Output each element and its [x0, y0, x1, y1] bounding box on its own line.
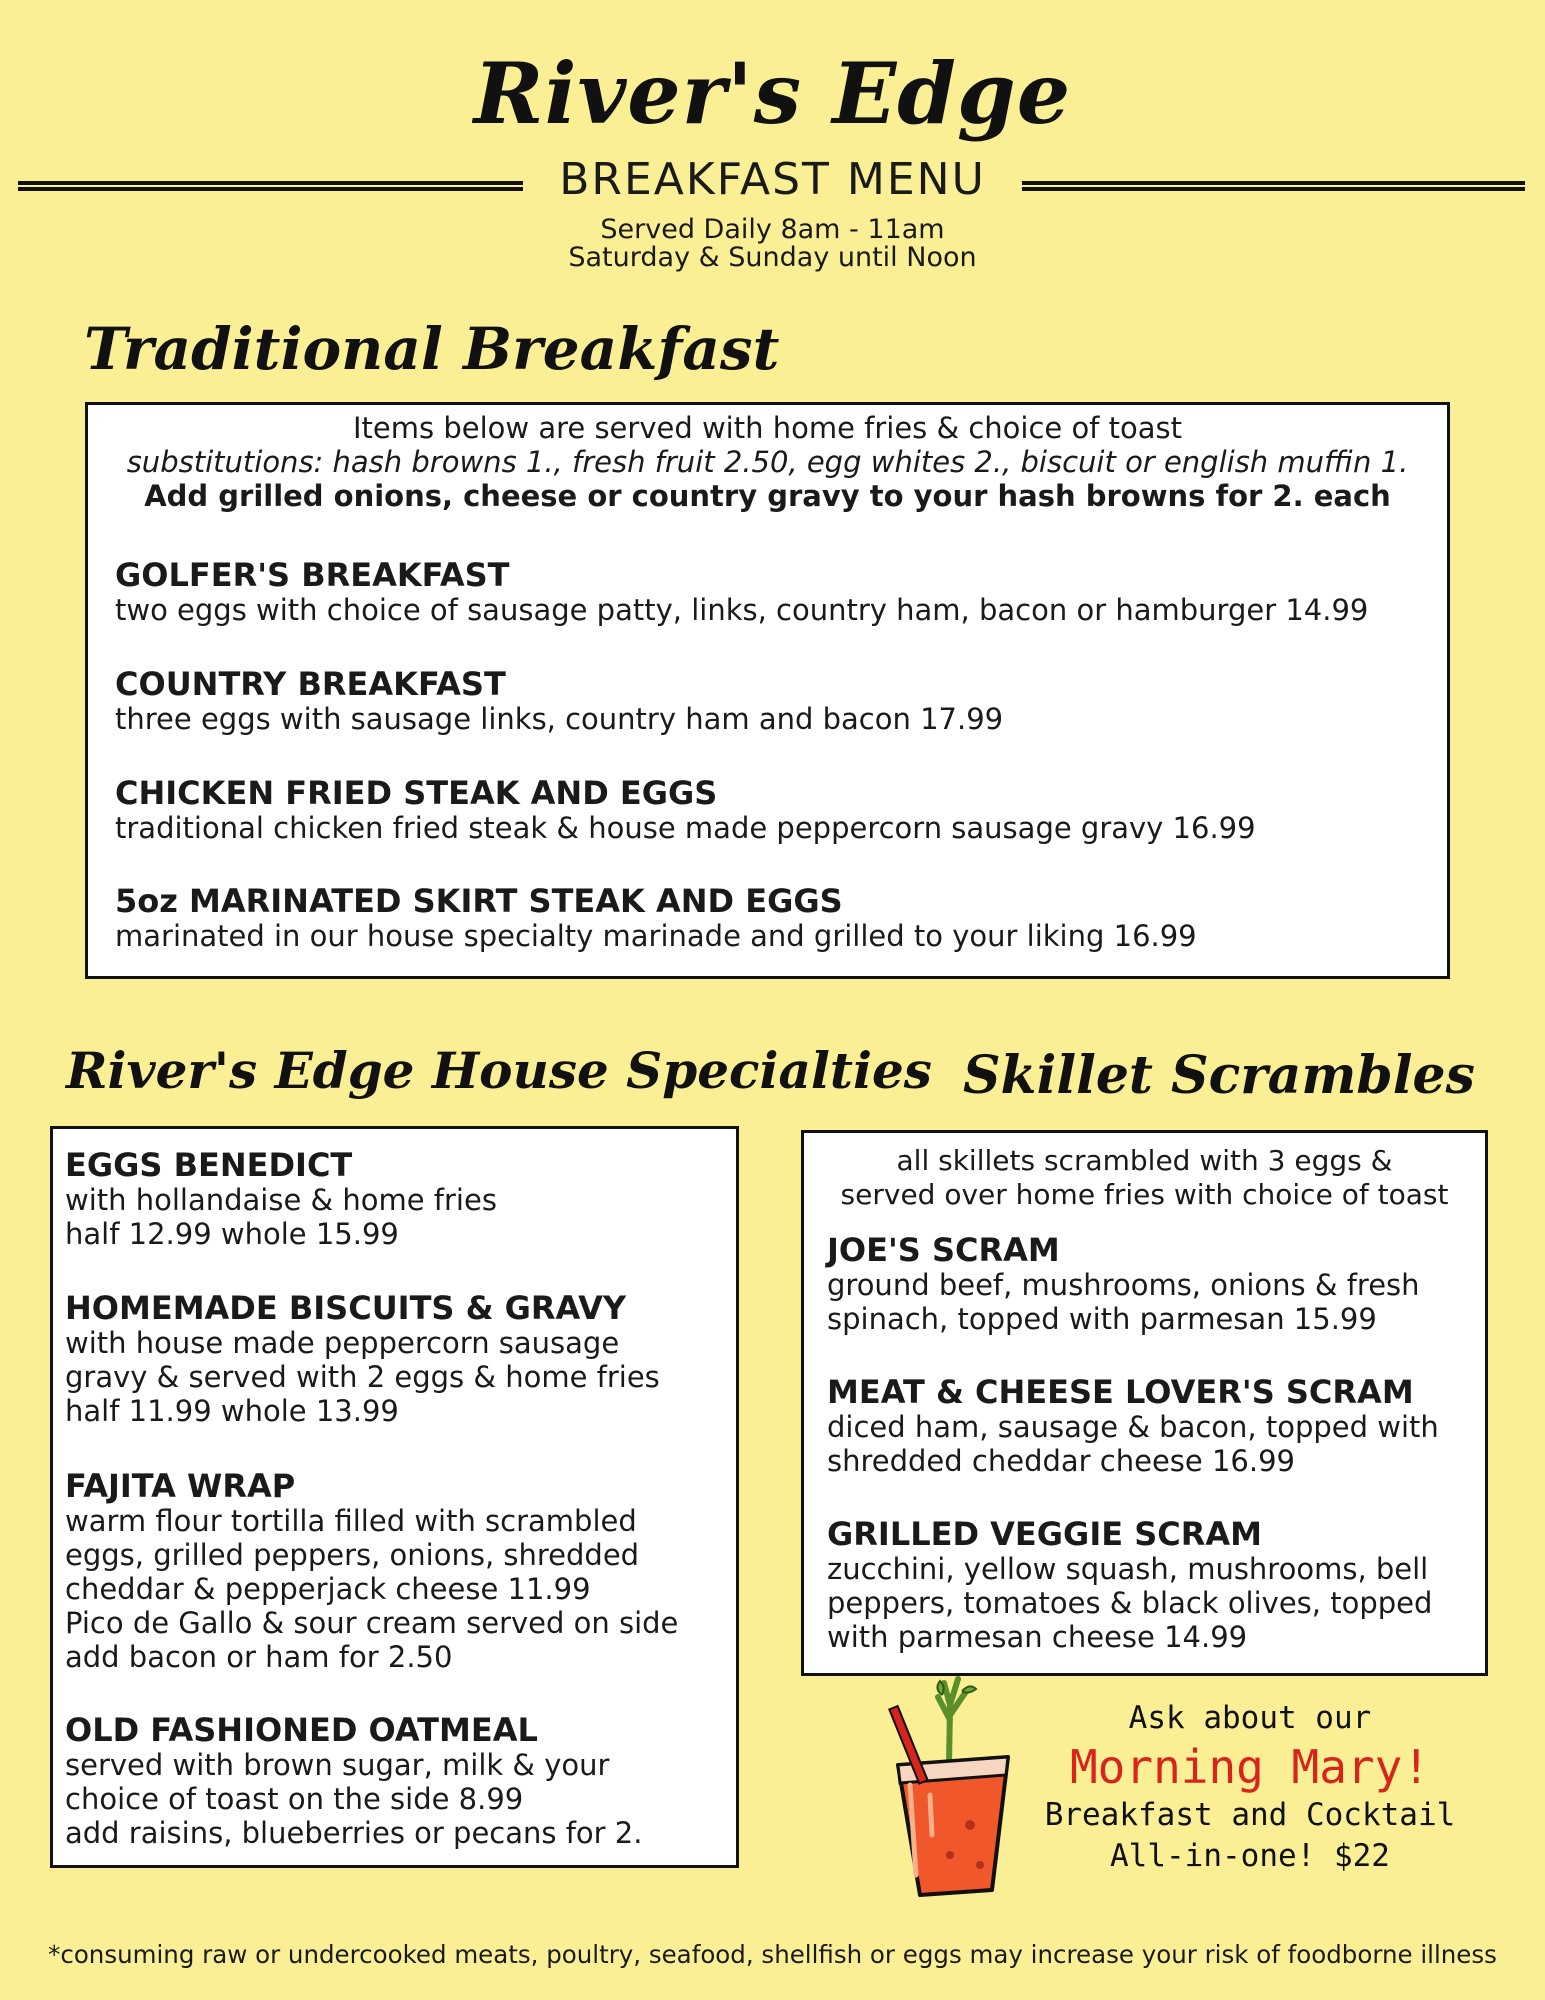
section-heading-skillets: Skillet Scrambles [963, 1045, 1475, 1106]
item-line: choice of toast on the side 8.99 [65, 1782, 524, 1816]
traditional-breakfast-box [85, 402, 1450, 979]
item-line: spinach, topped with parmesan 15.99 [827, 1302, 1377, 1336]
cocktail-glass-icon [880, 1675, 1030, 1900]
menu-item [115, 775, 1256, 845]
menu-item [827, 1516, 1432, 1654]
menu-item [115, 666, 1003, 736]
item-line: eggs, grilled peppers, onions, shredded [65, 1538, 640, 1572]
item-line: half 11.99 whole 13.99 [65, 1394, 399, 1428]
skillet-intro-line: served over home fries with choice of toast [840, 1178, 1449, 1211]
item-title: JOE'S SCRAM [827, 1231, 1060, 1269]
item-description: two eggs with choice of sausage patty, links, country ham, bacon or hamburger 14.99 [115, 593, 1369, 627]
item-line: with parmesan cheese 14.99 [827, 1620, 1248, 1654]
menu-title: BREAKFAST MENU [559, 154, 986, 205]
item-line: ground beef, mushrooms, onions & fresh [827, 1268, 1420, 1302]
skillet-scrambles-box [801, 1130, 1488, 1676]
add-ons-line: Add grilled onions, cheese or country gravy to your hash browns for 2. each [144, 479, 1391, 513]
menu-item [115, 883, 1197, 953]
item-line: diced ham, sausage & bacon, topped with [827, 1410, 1439, 1444]
item-line: shredded cheddar cheese 16.99 [827, 1444, 1295, 1478]
item-title: HOMEMADE BISCUITS & GRAVY [65, 1289, 627, 1327]
menu-item [65, 1147, 497, 1251]
item-description: traditional chicken fried steak & house made peppercorn sausage gravy 16.99 [115, 811, 1256, 845]
menu-item [65, 1468, 678, 1674]
traditional-intro [88, 411, 1447, 513]
section-heading-specialties: River's Edge House Specialties [66, 1041, 932, 1100]
promo-highlight: Morning Mary! [1069, 1740, 1431, 1794]
item-title: GOLFER'S BREAKFAST [115, 556, 510, 594]
item-line: zucchini, yellow squash, mushrooms, bell [827, 1552, 1429, 1586]
health-disclaimer: *consuming raw or undercooked meats, poultry, seafood, shellfish or eggs may increase your risk of foodborne illness [48, 1940, 1497, 1969]
item-title: GRILLED VEGGIE SCRAM [827, 1515, 1262, 1553]
menu-item [827, 1232, 1420, 1336]
item-description: three eggs with sausage links, country ham and bacon 17.99 [115, 702, 1004, 736]
item-line: half 12.99 whole 15.99 [65, 1217, 399, 1251]
item-line: with house made peppercorn sausage [65, 1326, 620, 1360]
menu-hours [0, 216, 1545, 272]
item-line: warm flour tortilla filled with scrambled [65, 1504, 637, 1538]
item-line: served with brown sugar, milk & your [65, 1748, 610, 1782]
skillet-intro-line: all skillets scrambled with 3 eggs & [896, 1144, 1393, 1177]
item-title: EGGS BENEDICT [65, 1146, 353, 1184]
item-line: with hollandaise & home fries [65, 1183, 497, 1217]
item-title: FAJITA WRAP [65, 1467, 296, 1505]
promo-line: Breakfast and Cocktail [1044, 1797, 1456, 1833]
item-title: MEAT & CHEESE LOVER'S SCRAM [827, 1373, 1414, 1411]
menu-item [65, 1712, 642, 1850]
item-line: cheddar & pepperjack cheese 11.99 [65, 1572, 591, 1606]
item-line: Pico de Gallo & sour cream served on side [65, 1606, 679, 1640]
hours-line-1: Served Daily 8am - 11am [600, 214, 945, 245]
item-line: peppers, tomatoes & black olives, topped [827, 1586, 1433, 1620]
menu-item [827, 1374, 1439, 1478]
item-title: 5oz MARINATED SKIRT STEAK AND EGGS [115, 882, 843, 920]
restaurant-name: River's Edge [473, 44, 1072, 143]
promo-price-line: All-in-one! $22 [1110, 1838, 1390, 1874]
skillet-intro [804, 1144, 1485, 1212]
item-description: marinated in our house specialty marinade and grilled to your liking 16.99 [115, 919, 1197, 953]
menu-item [65, 1290, 660, 1428]
item-line: add bacon or ham for 2.50 [65, 1640, 453, 1674]
morning-mary-promo [1030, 1698, 1470, 1877]
hours-line-2: Saturday & Sunday until Noon [568, 242, 977, 273]
item-title: OLD FASHIONED OATMEAL [65, 1711, 538, 1749]
house-specialties-box [50, 1126, 739, 1868]
item-title: COUNTRY BREAKFAST [115, 665, 506, 703]
substitutions-line: substitutions: hash browns 1., fresh fruit 2.50, egg whites 2., biscuit or english muffin 1. [126, 445, 1409, 479]
item-line: add raisins, blueberries or pecans for 2. [65, 1816, 643, 1850]
section-heading-traditional: Traditional Breakfast [84, 315, 780, 383]
intro-line: Items below are served with home fries & choice of toast [353, 411, 1182, 445]
item-line: gravy & served with 2 eggs & home fries [65, 1360, 660, 1394]
menu-item [115, 557, 1368, 627]
promo-line: Ask about our [1128, 1700, 1372, 1736]
item-title: CHICKEN FRIED STEAK AND EGGS [115, 774, 718, 812]
